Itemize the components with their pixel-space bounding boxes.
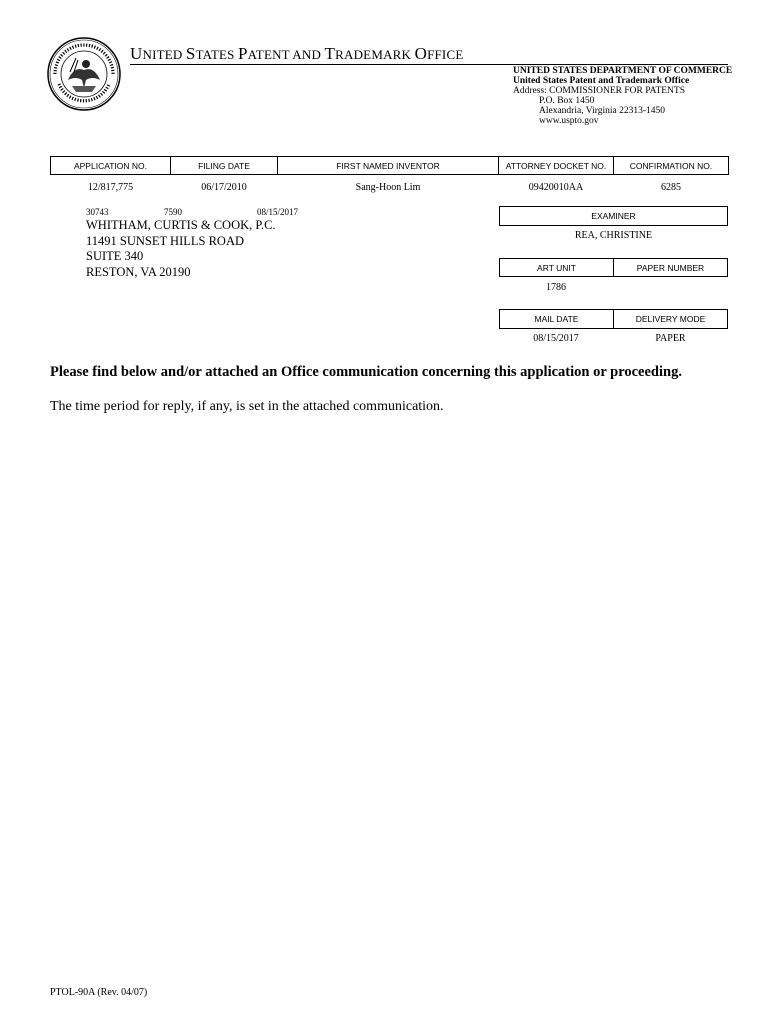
header-confirmation-no: CONFIRMATION NO.	[614, 157, 729, 175]
header-attorney-docket-no: ATTORNEY DOCKET NO.	[499, 157, 614, 175]
department-name: UNITED STATES DEPARTMENT OF COMMERCE	[513, 66, 733, 76]
uspto-seal-icon	[46, 36, 122, 112]
confirmation-no: 6285	[661, 181, 681, 193]
correspondence-date: 08/15/2017	[257, 207, 299, 217]
suite: SUITE 340	[86, 249, 144, 263]
application-table-value-row	[51, 175, 729, 196]
address-commissioner: COMMISSIONER FOR PATENTS	[549, 86, 686, 96]
address-label: Address:	[513, 86, 547, 96]
mail-date-box	[499, 309, 728, 329]
delivery-mode-label: DELIVERY MODE	[613, 310, 727, 328]
office-name: United States Patent and Trademark Office	[513, 76, 690, 86]
firm-name: WHITHAM, CURTIS & COOK, P.C.	[86, 218, 276, 232]
title-divider	[130, 64, 728, 65]
delivery-mode-value: PAPER	[655, 333, 686, 344]
header-application-no: APPLICATION NO.	[51, 157, 171, 175]
correspondence-address	[86, 218, 276, 280]
filing-date: 06/17/2010	[201, 181, 247, 193]
address-website[interactable]: www.uspto.gov	[539, 116, 599, 126]
examiner-name: REA, CHRISTINE	[574, 230, 653, 241]
examiner-box	[499, 206, 728, 226]
mail-date-value: 08/15/2017	[533, 333, 579, 344]
application-no: 12/817,775	[87, 181, 134, 193]
address-po-box: P.O. Box 1450	[539, 96, 595, 106]
header-filing-date: FILING DATE	[171, 157, 278, 175]
reply-period-text: The time period for reply, if any, is set in the attached communication.	[50, 399, 444, 414]
art-unit-value: 1786	[546, 282, 566, 293]
city-state-zip: RESTON, VA 20190	[86, 264, 191, 279]
address-city: Alexandria, Virginia 22313-1450	[539, 106, 665, 116]
form-number: PTOL-90A (Rev. 04/07)	[50, 987, 148, 998]
department-block	[513, 66, 732, 126]
attorney-docket-no: 09420010AA	[528, 181, 584, 193]
application-table	[50, 156, 729, 195]
paper-number-label: PAPER NUMBER	[613, 259, 727, 276]
correspondence-code: 7590	[164, 207, 182, 217]
application-table-header-row	[51, 157, 729, 175]
art-unit-label: ART UNIT	[537, 262, 576, 273]
office-communication-notice: Please find below and/or attached an Office communication concerning this application or proceeding.	[50, 364, 682, 380]
street-address: 11491 SUNSET HILLS ROAD	[86, 233, 244, 248]
mail-date-label: MAIL DATE	[534, 314, 579, 324]
customer-number: 30743	[86, 207, 109, 217]
first-named-inventor: Sang-Hoon Lim	[355, 181, 421, 193]
header-first-named-inventor: FIRST NAMED INVENTOR	[278, 157, 499, 175]
examiner-label: EXAMINER	[591, 211, 636, 221]
office-title: UNITED STATES PATENT AND TRADEMARK OFFICE	[130, 44, 464, 63]
address-line	[513, 86, 732, 96]
art-unit-box	[499, 258, 728, 277]
